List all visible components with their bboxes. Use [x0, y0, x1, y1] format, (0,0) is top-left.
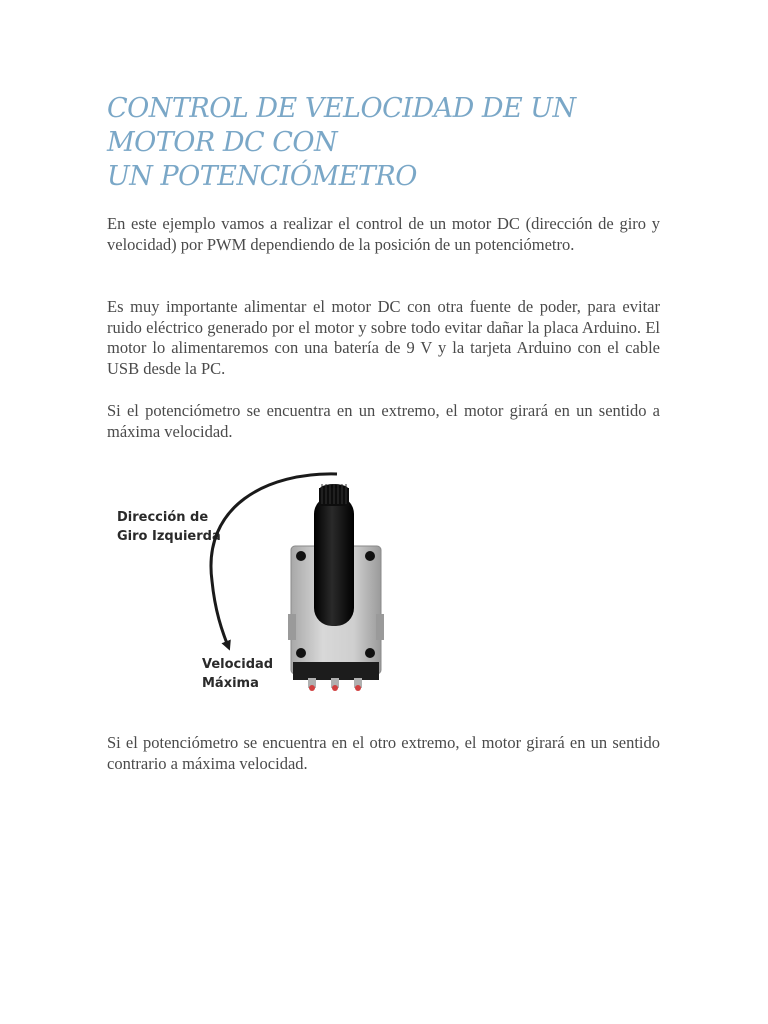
- paragraph-power-supply: Es muy importante alimentar el motor DC con otra fuente de poder, para evitar ruido eléctrico generado por el motor y sobre todo evitar dañar la placa Arduino. El motor lo alimentaremos con una batería de 9 V y la tarjeta Arduino con el cable USB desde la PC.: [107, 297, 660, 378]
- direction-label: Dirección de Giro Izquierda: [117, 510, 221, 544]
- title-line-3: UN POTENCIÓMETRO: [107, 161, 417, 192]
- screw-hole-icon: [296, 551, 306, 561]
- speed-label: Velocidad Máxima: [202, 657, 274, 691]
- potentiometer-figure: [107, 466, 397, 706]
- title-line-2: MOTOR DC CON: [107, 127, 338, 158]
- title-line-1: CONTROL DE VELOCIDAD DE UN: [107, 93, 576, 124]
- potentiometer-illustration: [107, 466, 397, 706]
- screw-hole-icon: [365, 648, 375, 658]
- paragraph-intro: En este ejemplo vamos a realizar el control de un motor DC (dirección de giro y velocidad) por PWM dependiendo de la posición de un potenciómetro.: [107, 214, 660, 254]
- screw-hole-icon: [296, 648, 306, 658]
- page-title: [107, 92, 667, 194]
- screw-hole-icon: [365, 551, 375, 561]
- potentiometer-shaft: [314, 496, 354, 626]
- paragraph-one-end: Si el potenciómetro se encuentra en un extremo, el motor girará en un sentido a máxima velocidad.: [107, 401, 660, 441]
- paragraph-other-end: Si el potenciómetro se encuentra en el otro extremo, el motor girará en un sentido contrario a máxima velocidad.: [107, 733, 660, 773]
